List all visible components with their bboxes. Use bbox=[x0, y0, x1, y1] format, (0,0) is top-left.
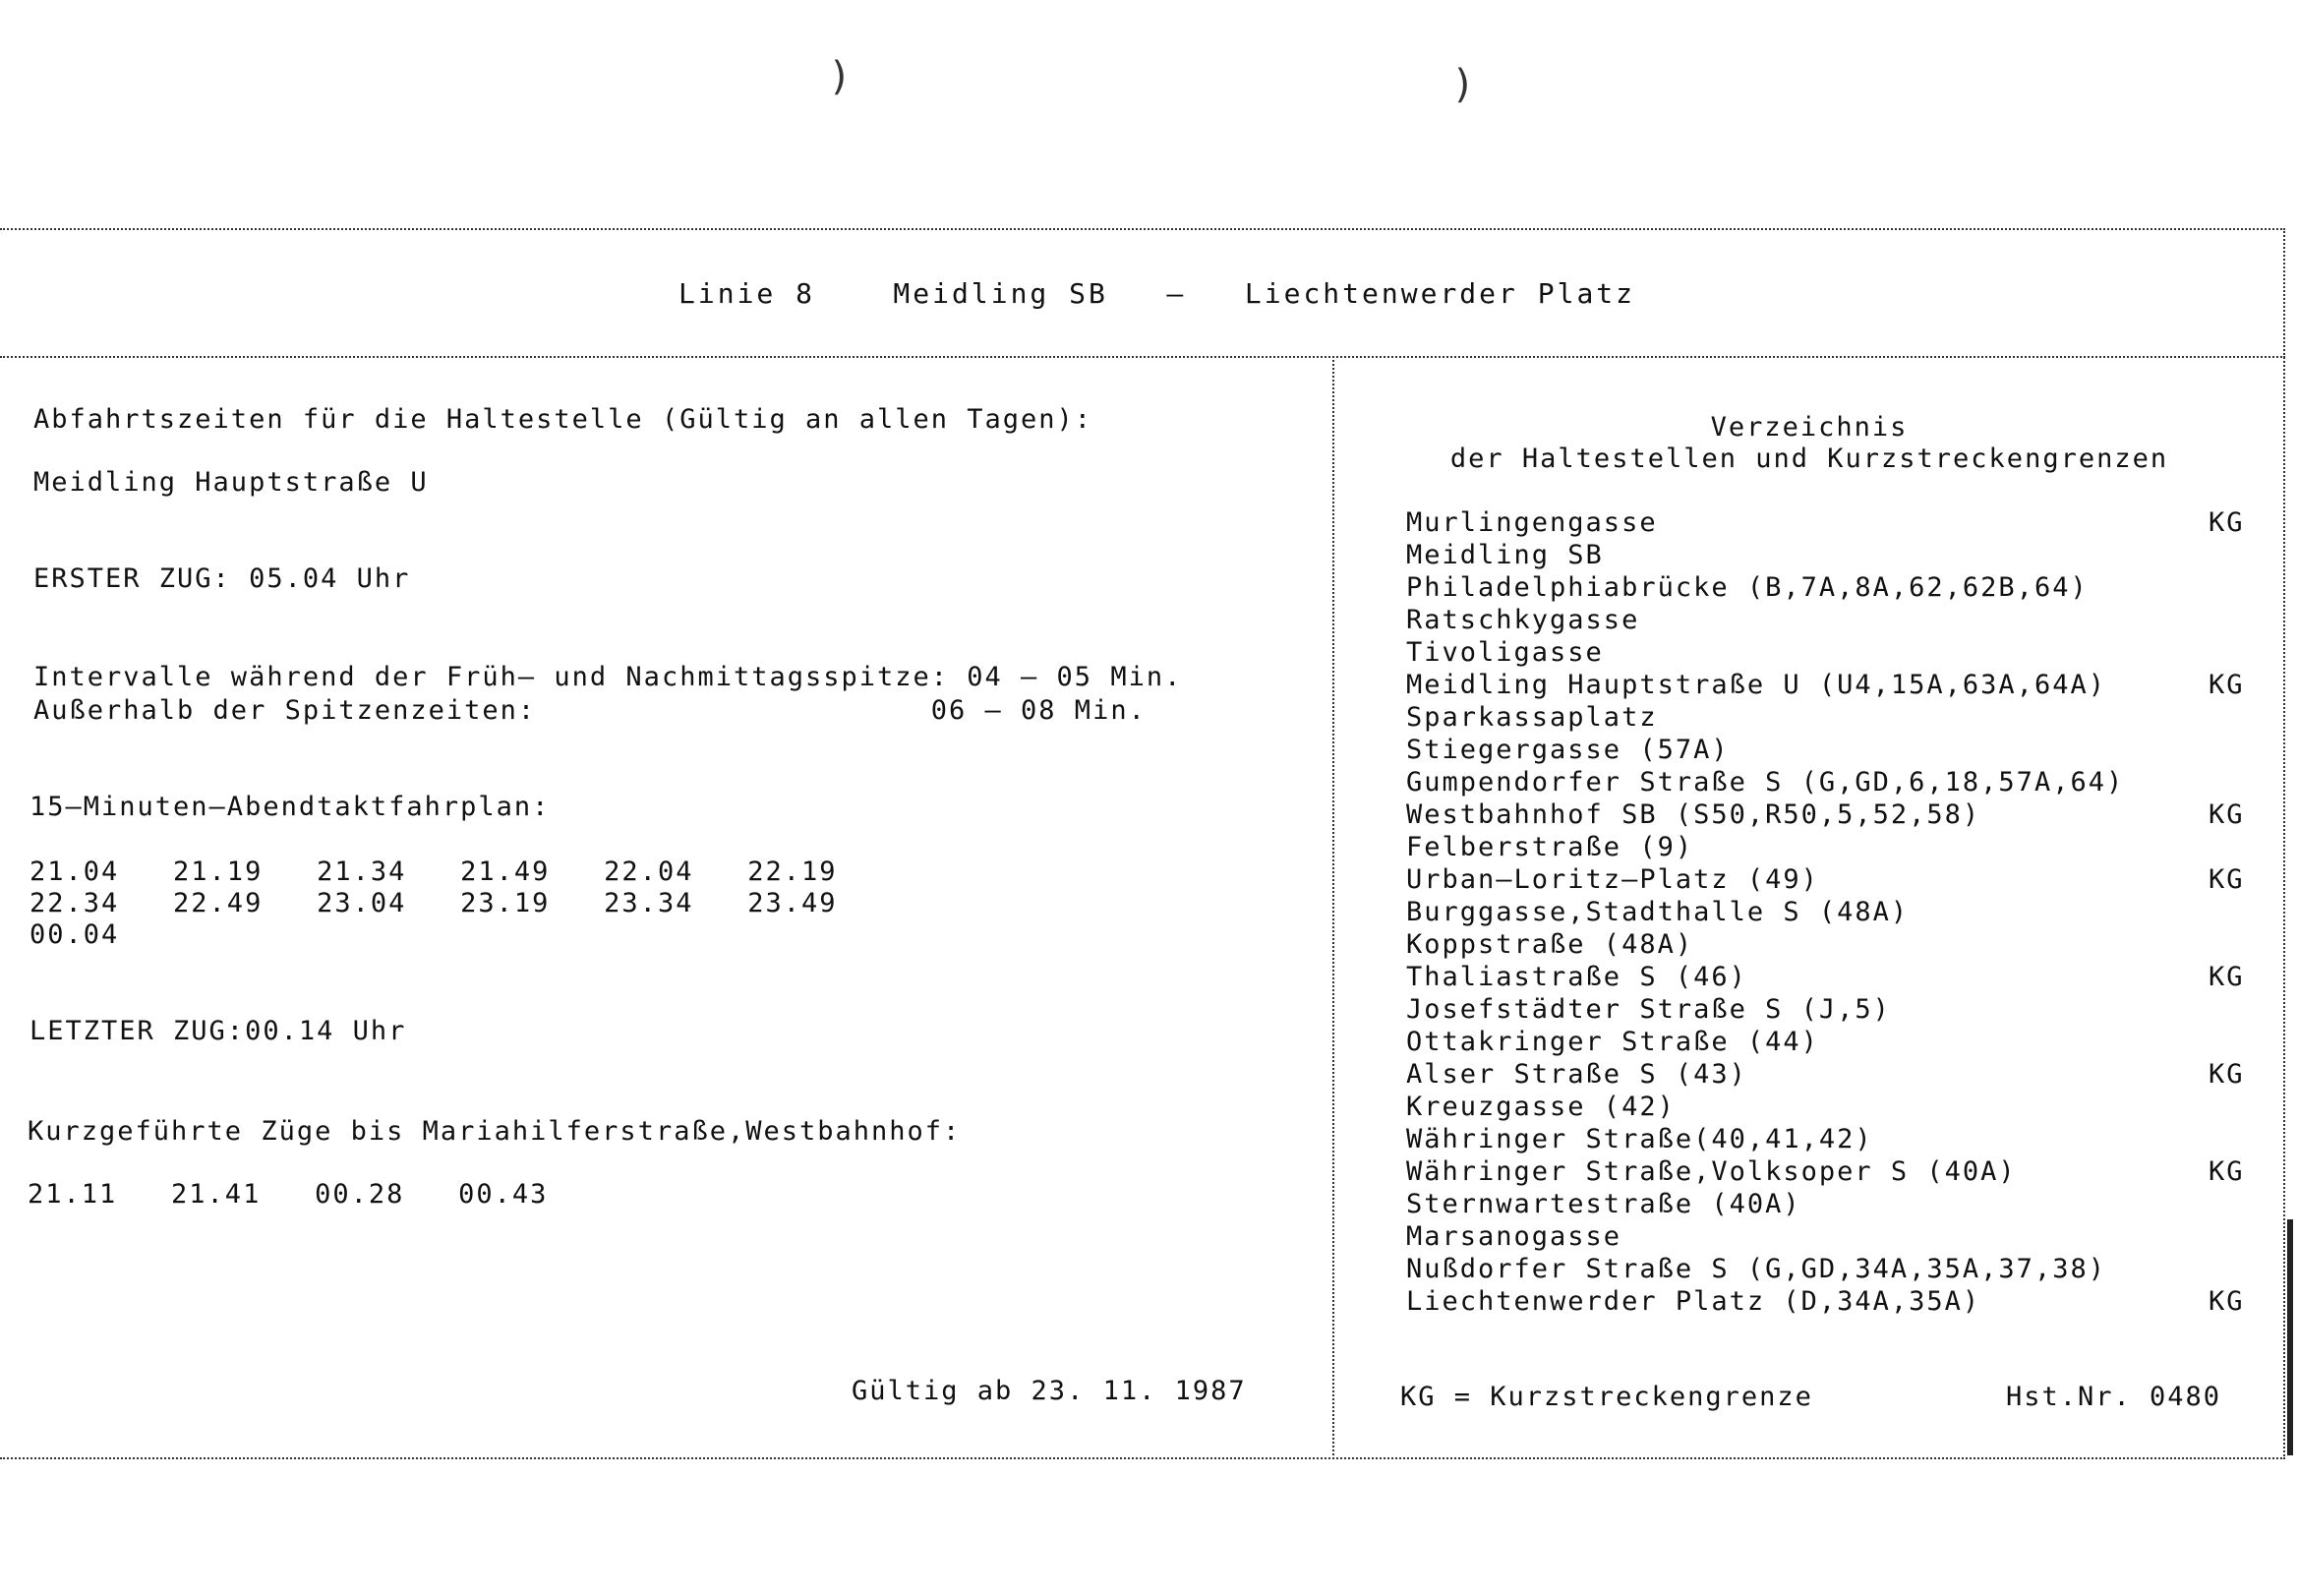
stop-kg-marker: KG bbox=[2209, 670, 2245, 700]
hst-nr: Hst.Nr. 0480 bbox=[2006, 1382, 2222, 1412]
stop-kg-marker: KG bbox=[2209, 507, 2245, 538]
stop-name: Ottakringer Straße (44) bbox=[1406, 1027, 1819, 1057]
stop-name: Koppstraße (48A) bbox=[1406, 929, 1694, 960]
stop-name: Westbahnhof SB (S50,R50,5,52,58) bbox=[1406, 799, 1981, 830]
abendtakt-row: 22.34 22.49 23.04 23.19 23.34 23.49 bbox=[29, 888, 838, 918]
stop-kg-marker: KG bbox=[2209, 1156, 2245, 1187]
stop-name: Felberstraße (9) bbox=[1406, 832, 1694, 862]
stop-name: Stiegergasse (57A) bbox=[1406, 735, 1730, 765]
stop-name: Murlingengasse bbox=[1406, 507, 1658, 538]
scan-mark-right: ) bbox=[1451, 62, 1476, 107]
scan-edge-bar bbox=[2287, 1219, 2293, 1455]
erster-zug: ERSTER ZUG: 05.04 Uhr bbox=[33, 563, 411, 594]
stop-name: Marsanogasse bbox=[1406, 1221, 1622, 1252]
abfahrt-heading: Abfahrtszeiten für die Haltestelle (Gültig an allen Tagen): bbox=[33, 404, 1093, 435]
abendtakt-heading: 15–Minuten–Abendtaktfahrplan: bbox=[29, 792, 551, 822]
stop-name: Thaliastraße S (46) bbox=[1406, 962, 1747, 992]
column-divider bbox=[1332, 356, 1334, 1459]
stop-name: Ratschkygasse bbox=[1406, 605, 1640, 635]
intervall-peak: Intervalle während der Früh– und Nachmittagsspitze: 04 – 05 Min. bbox=[33, 662, 1183, 692]
abendtakt-row: 00.04 bbox=[29, 919, 120, 950]
stop-kg-marker: KG bbox=[2209, 864, 2245, 895]
stop-kg-marker: KG bbox=[2209, 1286, 2245, 1317]
abendtakt-row: 21.04 21.19 21.34 21.49 22.04 22.19 bbox=[29, 857, 838, 887]
stop-name: Sternwartestraße (40A) bbox=[1406, 1189, 1801, 1219]
intervall-offpeak: Außerhalb der Spitzenzeiten: 06 – 08 Min. bbox=[33, 695, 1147, 726]
kurz-times: 21.11 21.41 00.28 00.43 bbox=[28, 1179, 549, 1210]
stop-name: Philadelphiabrücke (B,7A,8A,62,62B,64) bbox=[1406, 572, 2089, 603]
stop-name: Liechtenwerder Platz (D,34A,35A) bbox=[1406, 1286, 1981, 1317]
stop-name: Meidling SB bbox=[1406, 540, 1604, 570]
stop-kg-marker: KG bbox=[2209, 962, 2245, 992]
letzter-zug: LETZTER ZUG:00.14 Uhr bbox=[29, 1016, 407, 1046]
stop-name: Urban–Loritz–Platz (49) bbox=[1406, 864, 1819, 895]
scan-mark-left: ) bbox=[828, 54, 853, 99]
stop-name: Gumpendorfer Straße S (G,GD,6,18,57A,64) bbox=[1406, 767, 2125, 798]
verzeichnis-title: Verzeichnis bbox=[1710, 412, 1909, 443]
stop-name: Sparkassaplatz bbox=[1406, 702, 1658, 733]
stop-name: Währinger Straße,Volksoper S (40A) bbox=[1406, 1156, 2017, 1187]
station-name: Meidling Hauptstraße U bbox=[33, 467, 429, 498]
header-divider bbox=[0, 356, 2285, 358]
kg-legend: KG = Kurzstreckengrenze bbox=[1400, 1382, 1813, 1412]
verzeichnis-subtitle: der Haltestellen und Kurzstreckengrenzen bbox=[1449, 443, 2169, 474]
stop-name: Währinger Straße(40,41,42) bbox=[1406, 1124, 1873, 1154]
stop-name: Alser Straße S (43) bbox=[1406, 1059, 1747, 1090]
stop-name: Nußdorfer Straße S (G,GD,34A,35A,37,38) bbox=[1406, 1254, 2106, 1284]
stop-name: Burggasse,Stadthalle S (48A) bbox=[1406, 897, 1910, 927]
gueltig-date: Gültig ab 23. 11. 1987 bbox=[852, 1376, 1247, 1406]
stop-name: Josefstädter Straße S (J,5) bbox=[1406, 994, 1891, 1025]
stop-name: Tivoligasse bbox=[1406, 637, 1604, 668]
stop-name: Kreuzgasse (42) bbox=[1406, 1092, 1676, 1122]
kurz-heading: Kurzgeführte Züge bis Mariahilferstraße,Westbahnhof: bbox=[28, 1116, 962, 1147]
stop-kg-marker: KG bbox=[2209, 799, 2245, 830]
page-title: Linie 8 Meidling SB – Liechtenwerder Platz bbox=[678, 277, 1636, 310]
stop-kg-marker: KG bbox=[2209, 1059, 2245, 1090]
stop-name: Meidling Hauptstraße U (U4,15A,63A,64A) bbox=[1406, 670, 2106, 700]
